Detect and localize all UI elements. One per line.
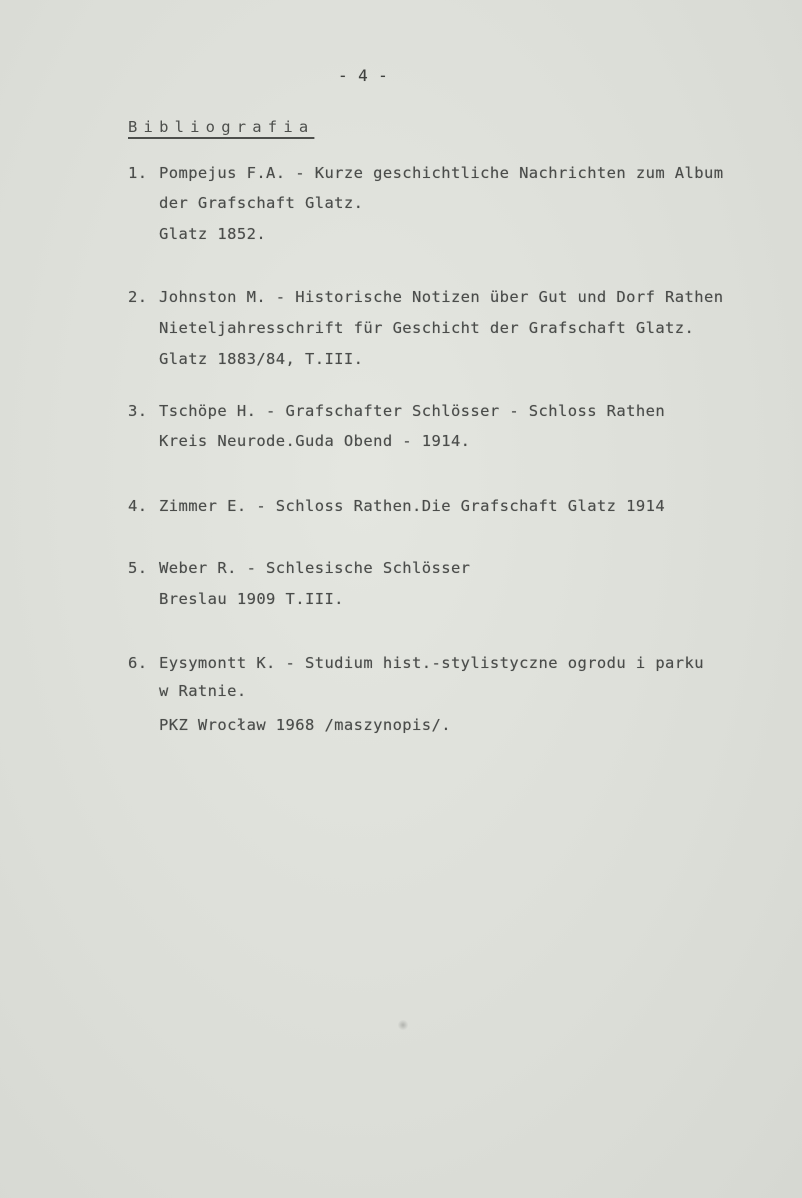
entry-line: der Grafschaft Glatz.: [159, 194, 364, 212]
entry-line: Tschöpe H. - Grafschafter Schlösser - Schloss Rathen: [159, 402, 666, 420]
entry-line: Zimmer E. - Schloss Rathen.Die Grafschaft Glatz 1914: [159, 497, 666, 515]
entry-number: 3.: [128, 402, 148, 420]
entry-line: Weber R. - Schlesische Schlösser: [159, 559, 471, 577]
entry-line: Eysymontt K. - Studium hist.-stylistyczne ogrodu i parku: [159, 654, 704, 672]
entry-line: Johnston M. - Historische Notizen über Gut und Dorf Rathen: [159, 288, 724, 306]
entry-line: w Ratnie.: [159, 682, 247, 700]
bibliography-heading: Bibliografia: [128, 118, 315, 136]
entry-number: 6.: [128, 654, 148, 672]
entry-line: PKZ Wrocław 1968 /maszynopis/.: [159, 716, 451, 734]
entry-line: Glatz 1883/84, T.III.: [159, 350, 364, 368]
page-number: - 4 -: [338, 66, 389, 85]
entry-number: 1.: [128, 164, 148, 182]
entry-line: Kreis Neurode.Guda Obend - 1914.: [159, 432, 471, 450]
entry-line: Nieteljahresschrift für Geschicht der Grafschaft Glatz.: [159, 319, 695, 337]
entry-line: Pompejus F.A. - Kurze geschichtliche Nachrichten zum Album: [159, 164, 724, 182]
entry-number: 2.: [128, 288, 148, 306]
entry-number: 4.: [128, 497, 148, 515]
entry-line: Glatz 1852.: [159, 225, 267, 243]
paper-speck: [398, 1020, 408, 1030]
entry-line: Breslau 1909 T.III.: [159, 590, 344, 608]
entry-number: 5.: [128, 559, 148, 577]
